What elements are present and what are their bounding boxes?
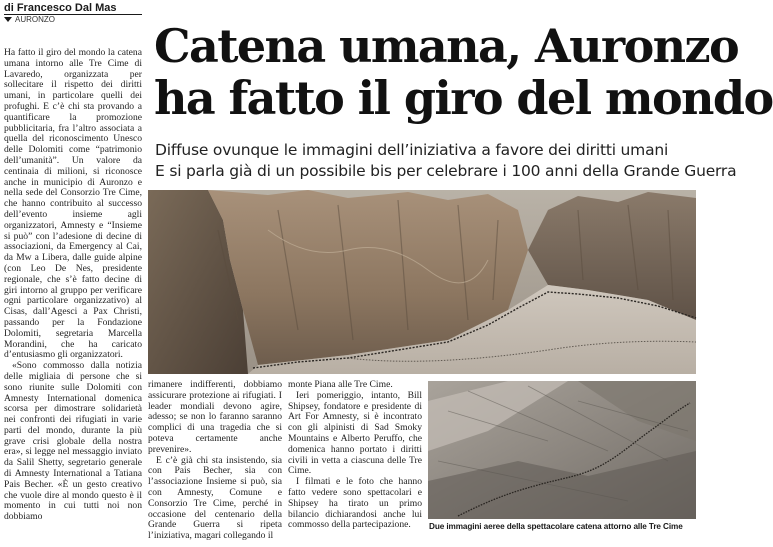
paragraph: rimanere indifferenti, dobbiamo assicurare protezione ai rifugiati. I leader mondiali devono agire, adesso; se non lo faranno saranno complici di una tragedia che si poteva certamente anche prevenire».: [148, 379, 282, 455]
byline-author: di Francesco Dal Mas: [4, 2, 117, 14]
paragraph: E c’è già chi sta insistendo, sia con Pais Becher, sia con l’associazione Insieme si può, sia con Amnesty, Comune e Consorzio Tre Cime, perché in occasione del centenario della Grande Guerra si ripeta l’iniziativa, magari collegando il: [148, 454, 282, 542]
secondary-photo: [428, 381, 696, 519]
photo-caption: Due immagini aeree della spettacolare catena attorno alle Tre Cime: [429, 522, 683, 531]
paragraph: I filmati e le foto che hanno fatto vedere sono spettacolari e Shipsey ha tirato un primo bilancio dichiarandosi anche lui commosso della partecipazione.: [288, 476, 422, 531]
paragraph: Ha fatto il giro del mondo la catena umana intorno alle Tre Cime di Lavaredo, organizzata per sollecitare il rispetto dei diritti umani, in particolare quelli dei profughi. E c’è chi sta provando a quantificare la promozione pubblicitaria, fra l’altro associata a quella del riconoscimento Unesco delle Dolomiti come “patrimonio dell’umanità”. Un valore da centinaia di milioni, si riconosce anche in municipio di Auronzo e nella sede del Consorzio Tre Cime, che hanno contribuito al successo dell’evento insieme agli organizzatori, Amnesty e “Insieme si può” con l’adesione di decine di associazioni, da Emergency al Cai, da Mw a Libera, dalle guide alpine (con Leo De Nes, presidente regionale, che s’è fatto decine di giri intorno al gruppo per verificare ogni particolare organizzativo) al Cisas, dall’Agesci a Pax Christi, passando per la Fondazione Dolomiti, segretaria Marcella Morandini, che ha caricato d’entusiasmo gli organizzatori.: [4, 47, 142, 361]
mountain-photo-icon: [148, 190, 696, 374]
subheadline-line-2: E si parla già di un possibile bis per celebrare i 100 anni della Grande Guerra: [155, 162, 737, 180]
article-column-2: [148, 380, 282, 547]
paragraph: Ieri pomeriggio, intanto, Bill Shipsey, fondatore e presidente di Art For Amnesty, si è incontrato con gli alpinisti di Sad Smoky Mountains e Alberto Peruffo, che domenica hanno portato i diritti civili in vetta a ciascuna delle Tre Cime.: [288, 389, 422, 477]
main-photo: [148, 190, 696, 374]
article-column-3: [288, 380, 422, 547]
headline-line-1: Catena umana, Auronzo: [154, 19, 739, 73]
aerial-photo-icon: [428, 381, 696, 519]
subheadline-line-1: Diffuse ovunque le immagini dell’iniziativa a favore dei diritti umani: [155, 141, 669, 159]
paragraph: monte Piana alle Tre Cime.: [288, 379, 393, 390]
subheadline: [155, 140, 737, 182]
headline: [154, 19, 773, 125]
byline-divider: [4, 14, 142, 15]
article-column-1: [4, 48, 142, 547]
byline: [4, 2, 144, 24]
byline-location: AURONZO: [4, 15, 144, 24]
paragraph: «Sono commosso dalla notizia delle migliaia di persone che si sono riunite sulle Dolomiti con Amnesty International domenica scorsa per dimostrare solidarietà nei confronti dei rifugiati in varie parti del mondo, durante la più grave crisi globale della nostra era», si legge nel messaggio inviato da Salil Shetty, segretario generale di Amnesty International a Tatiana Pais Becher. «È un gesto creativo che vuole dire al mondo questo è il momento in cui tutti noi non dobbiamo: [4, 360, 142, 523]
headline-line-2: ha fatto il giro del mondo: [154, 71, 773, 125]
